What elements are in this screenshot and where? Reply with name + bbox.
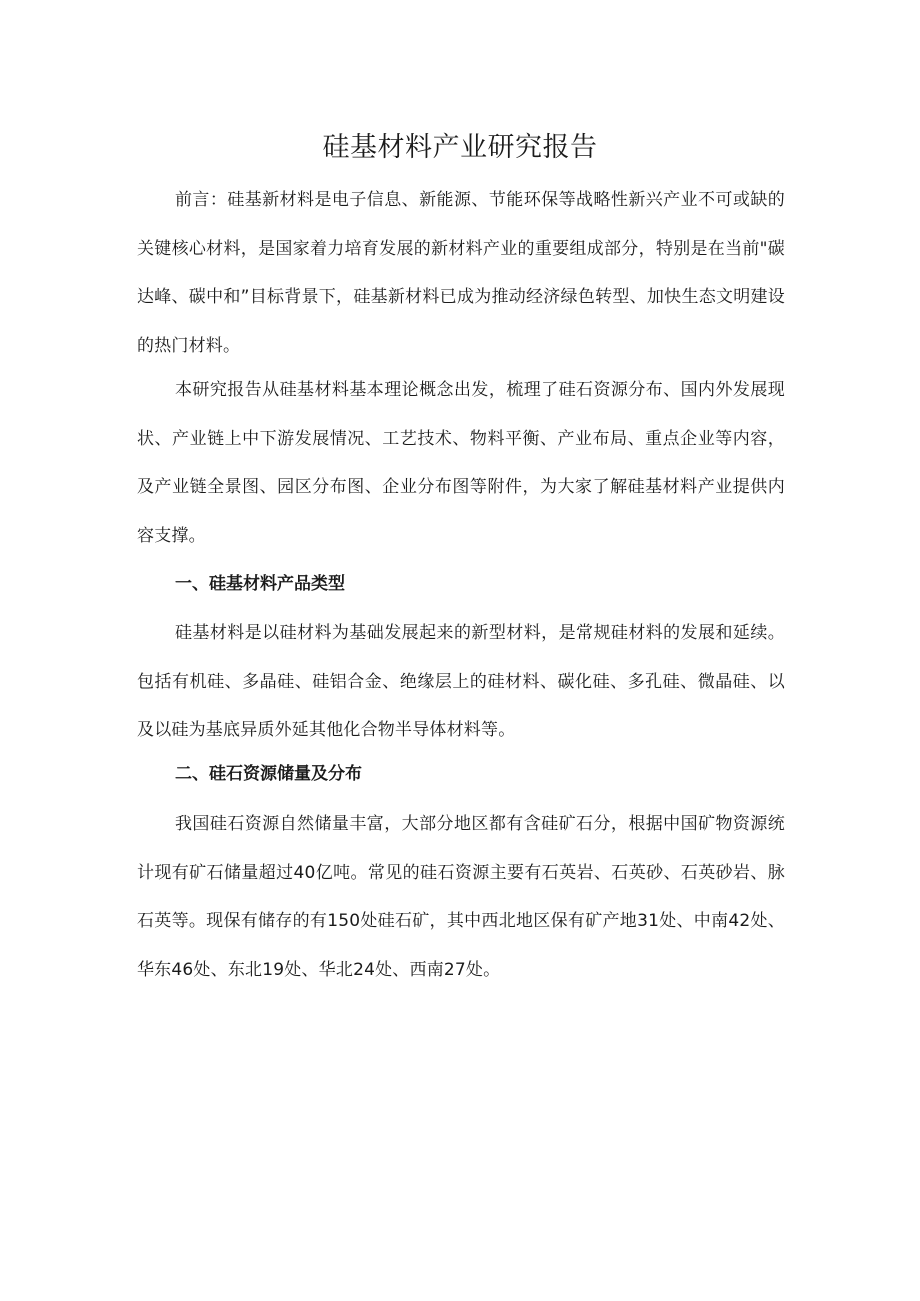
section-body-product-types: 硅基材料是以硅材料为基础发展起来的新型材料，是常规硅材料的发展和延续。包括有机硅、多晶硅、硅铝合金、绝缘层上的硅材料、碳化硅、多孔硅、微晶硅、以及以硅为基底异质外延其他化合物半导体材料等。	[137, 623, 785, 740]
document-title: 硅基材料产业研究报告	[322, 132, 598, 163]
scope-paragraph: 本研究报告从硅基材料基本理论概念出发，梳理了硅石资源分布、国内外发展现状、产业链上中下游发展情况、工艺技术、物料平衡、产业布局、重点企业等内容，及产业链全景图、园区分布图、企业分布图等附件，为大家了解硅基材料产业提供内容支撑。	[137, 380, 785, 546]
section-heading-product-types: 一、硅基材料产品类型	[175, 574, 345, 594]
section-body-silica-reserves: 我国硅石资源自然储量丰富，大部分地区都有含硅矿石分，根据中国矿物资源统计现有矿石储量超过40亿吨。常见的硅石资源主要有石英岩、石英砂、石英砂岩、脉石英等。现保有储存的有150处硅石矿，其中西北地区保有矿产地31处、中南42处、华东46处、东北19处、华北24处、西南27处。	[137, 814, 785, 980]
intro-paragraph: 前言：硅基新材料是电子信息、新能源、节能环保等战略性新兴产业不可或缺的关键核心材料，是国家着力培育发展的新材料产业的重要组成部分，特别是在当前"碳达峰、碳中和”目标背景下，硅基新材料已成为推动经济绿色转型、加快生态文明建设的热门材料。	[137, 190, 785, 356]
section-heading-silica-reserves: 二、硅石资源储量及分布	[175, 764, 362, 784]
